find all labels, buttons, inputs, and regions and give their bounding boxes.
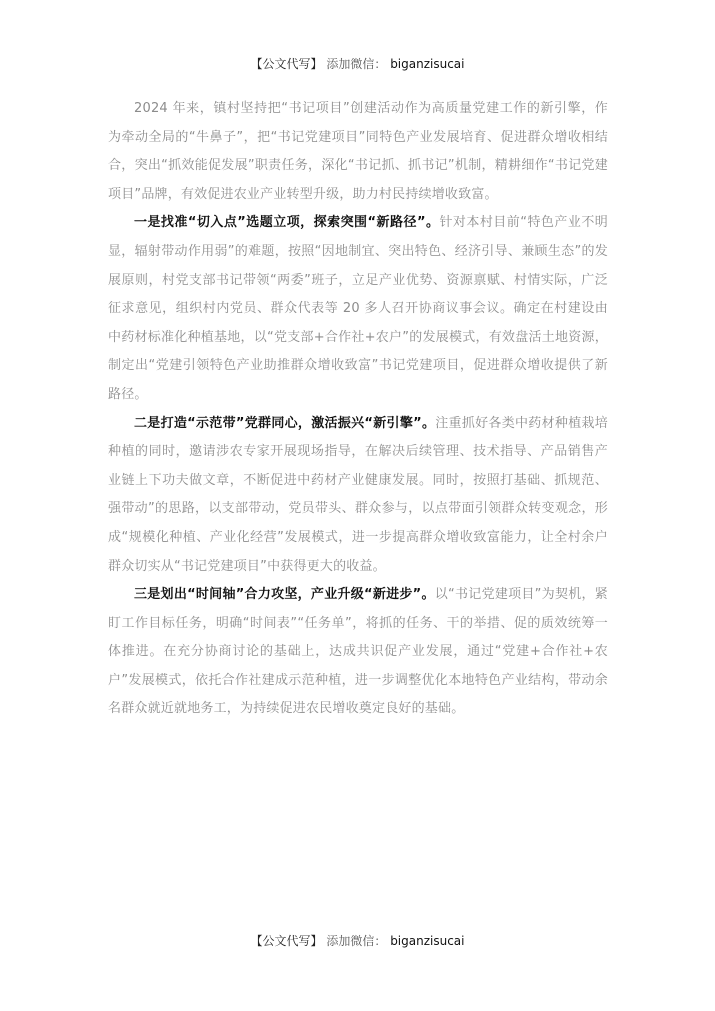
paragraph-lead: 一是找准“切入点”选题立项，探索突围“新路径”。 xyxy=(134,215,440,231)
paragraph-point-three xyxy=(108,581,608,724)
page-footer xyxy=(0,932,715,949)
header-wechat-id: biganzisucai xyxy=(390,57,465,71)
footer-wechat-id: biganzisucai xyxy=(390,934,465,948)
page-header xyxy=(0,55,715,72)
header-tag: 【公文代写】 xyxy=(250,57,323,71)
header-label: 添加微信： xyxy=(326,57,387,71)
paragraph-lead: 二是打造“示范带”党群同心，激活振兴“新引擎”。 xyxy=(134,415,436,431)
paragraph-point-two xyxy=(108,410,608,582)
document-body xyxy=(108,95,608,724)
paragraph-text: 针对本村目前“特色产业不明显，辐射带动作用弱”的难题，按照“因地制宜、突出特色、经济引导、兼顾生态”的发展原则，村党支部书记带领“两委”班子，立足产业优势、资源禀赋、村情实际，广泛征求意见，组织村内党员、群众代表等 20 多人召开协商议事会议。确定在村建设由中药材标准化种植基地，以“党支部+合作社+农户”的发展模式，有效盘活土地资源，制定出“党建引领特色产业助推群众增收致富”书记党建项目，促进群众增收提供了新路径。 xyxy=(108,215,608,402)
paragraph-text: 2024 年来，镇村坚持把“书记项目”创建活动作为高质量党建工作的新引擎，作为牵动全局的“牛鼻子”，把“书记党建项目”同特色产业发展培育、促进群众增收相结合，突出“抓效能促发展”职责任务，深化“书记抓、抓书记”机制，精耕细作“书记党建项目”品牌，有效促进农业产业转型升级，助力村民持续增收致富。 xyxy=(108,101,608,202)
paragraph-text: 以“书记党建项目”为契机，紧盯工作目标任务，明确“时间表”“任务单”，将抓的任务、干的举措、促的质效统筹一体推进。在充分协商讨论的基础上，达成共识促产业发展，通过“党建+合作社+农户”发展模式，依托合作社建成示范种植，进一步调整优化本地特色产业结构，带动余名群众就近就地务工，为持续促进农民增收奠定良好的基础。 xyxy=(108,587,608,717)
footer-tag: 【公文代写】 xyxy=(250,934,323,948)
paragraph-point-one xyxy=(108,209,608,409)
paragraph-intro xyxy=(108,95,608,209)
footer-label: 添加微信： xyxy=(326,934,387,948)
paragraph-lead: 三是划出“时间轴”合力攻坚，产业升级“新进步”。 xyxy=(134,587,435,603)
paragraph-text: 注重抓好各类中药材种植栽培种植的同时，邀请涉农专家开展现场指导，在解决后续管理、技术指导、产品销售产业链上下功夫做文章，不断促进中药材产业健康发展。同时，按照打基础、抓规范、强带动”的思路，以支部带动，党员带头、群众参与，以点带面引领群众转变观念，形成“规模化种植、产业化经营”发展模式，进一步提高群众增收致富能力，让全村余户群众切实从“书记党建项目”中获得更大的收益。 xyxy=(108,415,608,574)
